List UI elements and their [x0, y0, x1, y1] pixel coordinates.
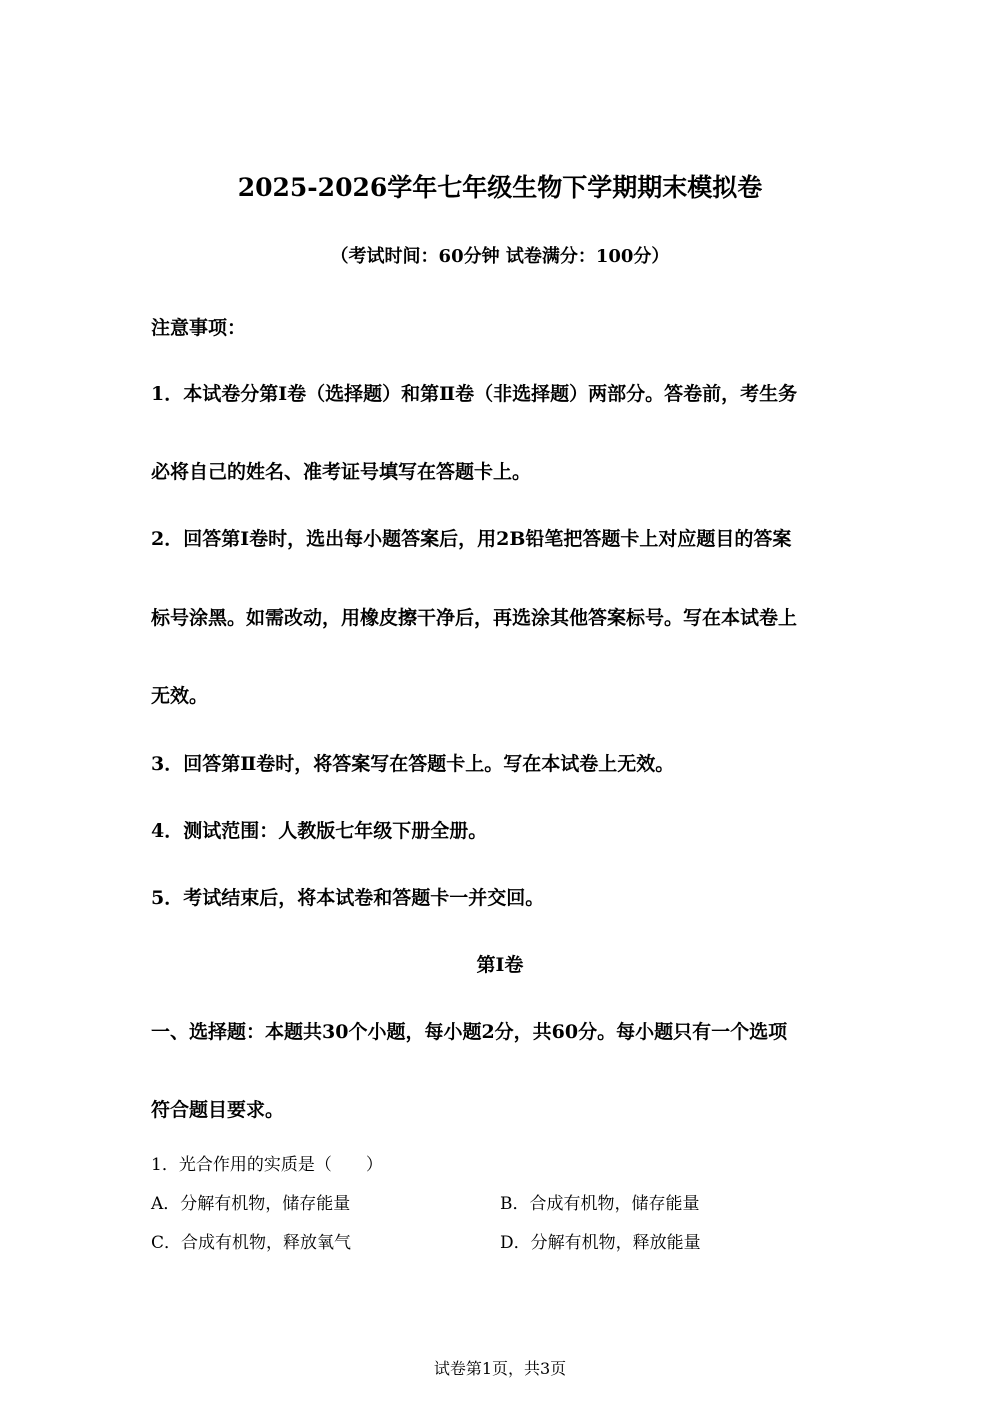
notice-line: 必将自己的姓名、准考证号填写在答题卡上。	[151, 461, 532, 483]
notice-line: 5．考试结束后，将本试卷和答题卡一并交回。	[151, 887, 545, 909]
notice-line: 4．测试范围：人教版七年级下册全册。	[151, 820, 488, 842]
volume-label: 第Ⅰ卷	[476, 954, 524, 976]
notice-line: 1．本试卷分第Ⅰ卷（选择题）和第Ⅱ卷（非选择题）两部分。答卷前，考生务	[151, 383, 798, 405]
page-footer: 试卷第1页，共3页	[433, 1359, 567, 1378]
notice-line: 2．回答第Ⅰ卷时，选出每小题答案后，用2B铅笔把答题卡上对应题目的答案	[151, 528, 792, 550]
option-b: B．合成有机物，储存能量	[500, 1194, 700, 1214]
notice-heading: 注意事项：	[151, 317, 247, 339]
notice-line: 标号涂黑。如需改动，用橡皮擦干净后，再选涂其他答案标号。写在本试卷上	[151, 607, 798, 629]
section-instruction: 符合题目要求。	[151, 1099, 285, 1121]
page-title: 2025-2026学年七年级生物下学期期末模拟卷	[237, 173, 763, 202]
notice-line: 无效。	[151, 685, 209, 707]
option-d: D．分解有机物，释放能量	[500, 1233, 701, 1253]
question-stem: 1．光合作用的实质是（ ）	[151, 1155, 383, 1175]
section-instruction: 一、选择题：本题共30个小题，每小题2分，共60分。每小题只有一个选项	[151, 1021, 788, 1043]
option-a: A．分解有机物，储存能量	[151, 1194, 351, 1214]
notice-line: 3．回答第Ⅱ卷时，将答案写在答题卡上。写在本试卷上无效。	[151, 753, 675, 775]
exam-time-info: （考试时间：60分钟 试卷满分：100分）	[330, 246, 670, 267]
option-c: C．合成有机物，释放氧气	[151, 1233, 352, 1253]
